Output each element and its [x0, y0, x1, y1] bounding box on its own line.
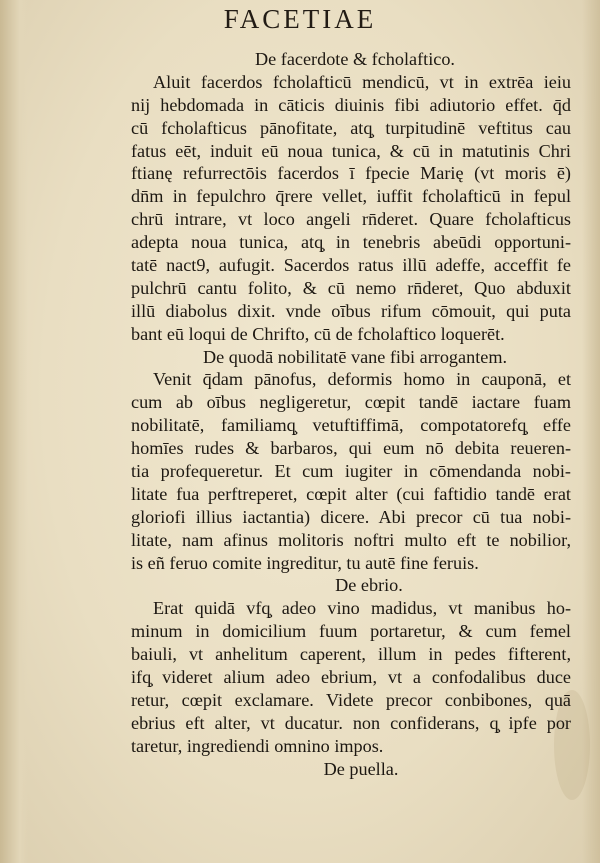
text-line: cum ab oībus negligeretur, cœpit tandē iactare fuam [131, 392, 571, 413]
running-head: FACETIAE [223, 4, 377, 34]
text-line: pulchrū cantu folito, & cū nemo rn̄deret, Quo abduxit [131, 277, 571, 298]
section-heading: De quodā nobilitatē vane fibi arrogantem. [202, 346, 508, 367]
text-line: retur, cœpit exclamare. Videte precor conbibones, quā [131, 689, 571, 710]
text-line: chrū intrare, vt loco angeli rn̄deret. Quare fcholafticus [131, 209, 571, 230]
text-line: litate fua perftreperet, cœpit alter (cui faftidio tandē erat [131, 483, 571, 504]
text-line: dn̄m in fepulchro q̄rere vellet, iuffit fcholafticū in fepul [131, 186, 571, 207]
text-line: Venit q̄dam pānofus, deformis homo in cauponā, et [153, 369, 571, 390]
text-line: bant eū loqui de Chrifto, cū de fcholaftico loquerēt. [131, 323, 505, 344]
section-heading: De facerdote & fcholaftico. [255, 49, 455, 69]
text-line: tia profequeretur. Et cum iugiter in cōmendanda nobi- [131, 461, 571, 482]
text-line: ebrius eft alter, vt ducatur. non confiderans, q̧ ipfe por [131, 712, 571, 733]
text-line: litate, nam afinus molitoris noftri multo eft te nobilior, [131, 529, 571, 550]
text-line: baiuli, vt anhelitum caperent, illum in pedes fifterent, [131, 644, 571, 665]
section-heading: De ebrio. [335, 575, 403, 596]
text-line: illū diabolus dixit. vnde oībus rifum cōmouit, qui puta [131, 300, 571, 321]
text-line: minum in domicilium fuum portaretur, & cum femel [131, 621, 571, 642]
text-line: is eñ feruo comite ingreditur, tu autē fine feruis. [131, 552, 479, 573]
text-line: fatus eēt, induit eū noua tunica, & cū in matutinis Chri [131, 140, 571, 161]
text-line: Aluit facerdos fcholafticū mendicū, vt in extrēa ieiu [153, 71, 571, 92]
text-line: homīes rudes & barbaros, qui eum nō debita reueren- [131, 438, 571, 459]
text-line: ftianę refurrectōis facerdos ī fpecie Marię (vt moris ē) [131, 163, 571, 184]
page-gutter-shadow [0, 0, 28, 863]
text-line: tatē nact9, aufugit. Sacerdos ratus illū adeffe, acceffit fe [131, 255, 571, 276]
text-line: nij hebdomada in cāticis diuinis fibi adiutorio effet. q̄d [131, 94, 571, 115]
text-block [131, 48, 571, 781]
text-line: nobilitatē, familiamq̧ vetuftiffimā, compotatorefq̧ effe [131, 415, 571, 436]
section-heading: De puella. [323, 758, 399, 779]
text-line: adepta noua tunica, atq̧ in tenebris abeūdi opportuni- [131, 232, 571, 253]
text-line: ifq̧ videret alium adeo ebrium, vt a confodalibus duce [131, 667, 571, 688]
text-line: cū fcholafticus pānofitate, atq̧ turpitudinē veftitus cau [131, 117, 571, 138]
text-line: taretur, ingrediendi omnino impos. [131, 735, 384, 756]
text-line: gloriofi illius iactantia) dicere. Abi precor cū tua nobi- [131, 506, 571, 527]
text-line: Erat quidā vfq̧ adeo vino madidus, vt manibus ho- [153, 598, 571, 619]
